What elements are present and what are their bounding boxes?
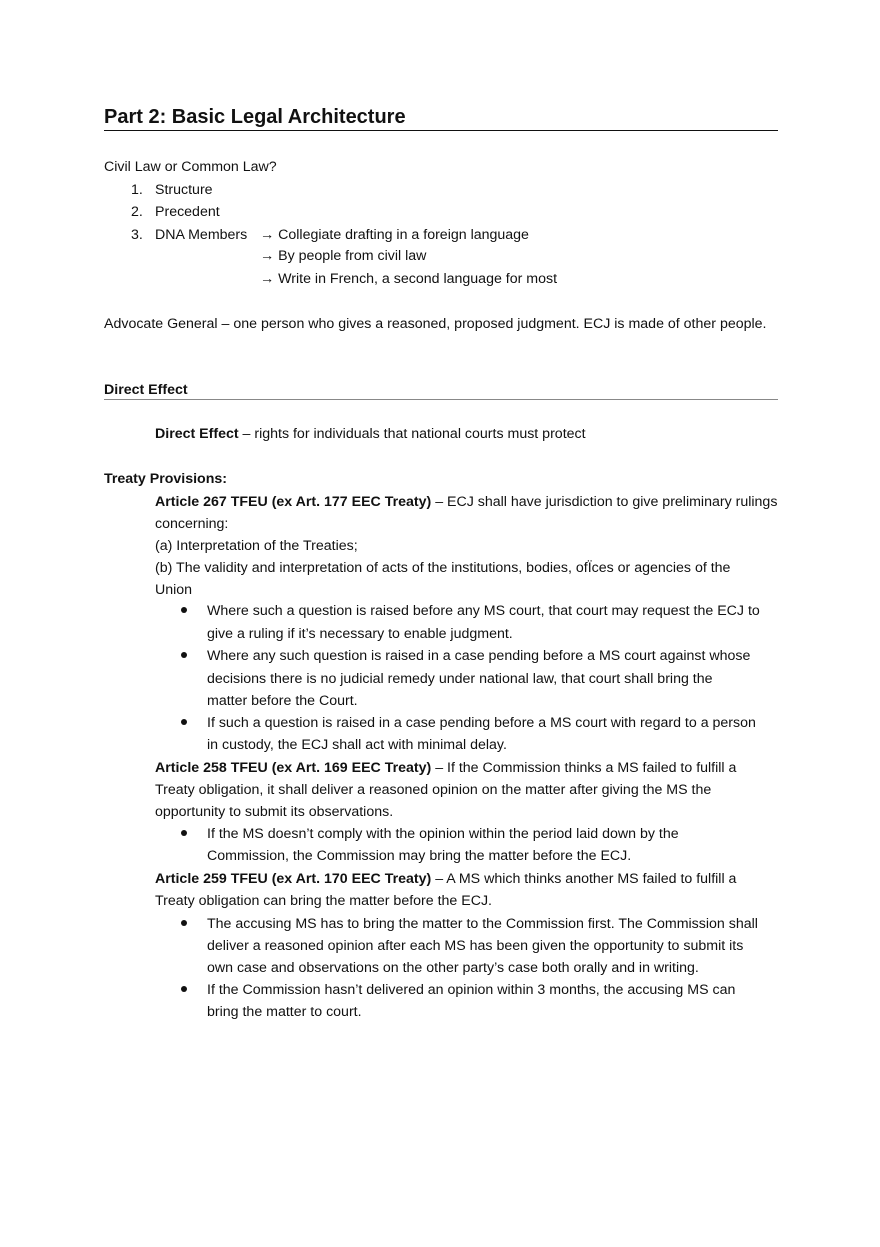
direct-effect-heading: Direct Effect xyxy=(104,381,778,400)
art258-line1 xyxy=(155,758,736,778)
bullet-dot-icon xyxy=(181,652,187,658)
list-item-dna-members: DNA Members xyxy=(155,227,248,243)
art267-bullet3-line1: If such a question is raised in a case pending before a MS court with regard to a person xyxy=(207,715,756,731)
bullet-dot-icon xyxy=(181,920,187,926)
bullet-dot-icon xyxy=(181,719,187,725)
art259-bullet1-line3: own case and observations on the other party’s case both orally and in writing. xyxy=(207,960,699,976)
art259-text1: – A MS which thinks another MS failed to fulfill a xyxy=(431,871,737,887)
dna-point-2: → By people from civil law xyxy=(260,248,427,264)
art259-label: Article 259 TFEU (ex Art. 170 EEC Treaty) xyxy=(155,871,432,887)
dna-point-3: → Write in French, a second language for most xyxy=(260,271,558,287)
art259-bullet1-line2: deliver a reasoned opinion after each MS has been given the opportunity to submit its xyxy=(207,938,744,954)
art267-text2: concerning: xyxy=(155,516,229,532)
list-num-3: 3. xyxy=(131,227,143,243)
art258-text2: Treaty obligation, it shall deliver a reasoned opinion on the matter after giving the MS the xyxy=(155,782,712,798)
direct-effect-def-text: – rights for individuals that national courts must protect xyxy=(238,426,586,442)
art258-label: Article 258 TFEU (ex Art. 169 EEC Treaty) xyxy=(155,760,432,776)
art267-bullet2-line2: decisions there is no judicial remedy under national law, that court shall bring the xyxy=(207,671,713,687)
art267-text1: – ECJ shall have jurisdiction to give preliminary rulings xyxy=(431,494,778,510)
treaty-provisions-heading: Treaty Provisions: xyxy=(104,471,228,487)
art267-bullet1-line2: give a ruling if it’s necessary to enable judgment. xyxy=(207,626,513,642)
art258-bullet1-line2: Commission, the Commission may bring the matter before the ECJ. xyxy=(207,848,632,864)
art267-label: Article 267 TFEU (ex Art. 177 EEC Treaty) xyxy=(155,494,432,510)
art267-item-a: (a) Interpretation of the Treaties; xyxy=(155,538,358,554)
art267-bullet2-line1: Where any such question is raised in a case pending before a MS court against whose xyxy=(207,648,751,664)
art267-bullet3-line2: in custody, the ECJ shall act with minimal delay. xyxy=(207,737,507,753)
art267-line1 xyxy=(155,492,777,512)
art267-item-b-line1: (b) The validity and interpretation of acts of the institutions, bodies, ofÏces or agencies of the xyxy=(155,560,731,576)
bullet-dot-icon xyxy=(181,607,187,613)
dna-point-1: → Collegiate drafting in a foreign language xyxy=(260,227,529,243)
intro-question: Civil Law or Common Law? xyxy=(104,159,277,175)
art258-text1: – If the Commission thinks a MS failed to fulfill a xyxy=(431,760,737,776)
list-item-structure: Structure xyxy=(155,182,213,198)
advocate-general-text: Advocate General – one person who gives a reasoned, proposed judgment. ECJ is made of other people. xyxy=(104,316,767,332)
art259-bullet1-line1: The accusing MS has to bring the matter to the Commission first. The Commission shall xyxy=(207,916,758,932)
page-title: Part 2: Basic Legal Architecture xyxy=(104,104,778,131)
art258-bullet1-line1: If the MS doesn’t comply with the opinion within the period laid down by the xyxy=(207,826,679,842)
art267-bullet1-line1: Where such a question is raised before any MS court, that court may request the ECJ to xyxy=(207,603,760,619)
art259-text2: Treaty obligation can bring the matter before the ECJ. xyxy=(155,893,493,909)
direct-effect-term: Direct Effect xyxy=(155,426,239,442)
art267-bullet2-line3: matter before the Court. xyxy=(207,693,358,709)
direct-effect-definition xyxy=(155,424,586,444)
art259-line1 xyxy=(155,869,736,889)
bullet-dot-icon xyxy=(181,830,187,836)
art259-bullet2-line1: If the Commission hasn’t delivered an opinion within 3 months, the accusing MS can xyxy=(207,982,736,998)
bullet-dot-icon xyxy=(181,986,187,992)
art267-item-b-line2: Union xyxy=(155,582,193,598)
list-num-1: 1. xyxy=(131,182,143,198)
list-item-precedent: Precedent xyxy=(155,204,220,220)
art258-text3: opportunity to submit its observations. xyxy=(155,804,394,820)
list-num-2: 2. xyxy=(131,204,143,220)
art259-bullet2-line2: bring the matter to court. xyxy=(207,1004,362,1020)
